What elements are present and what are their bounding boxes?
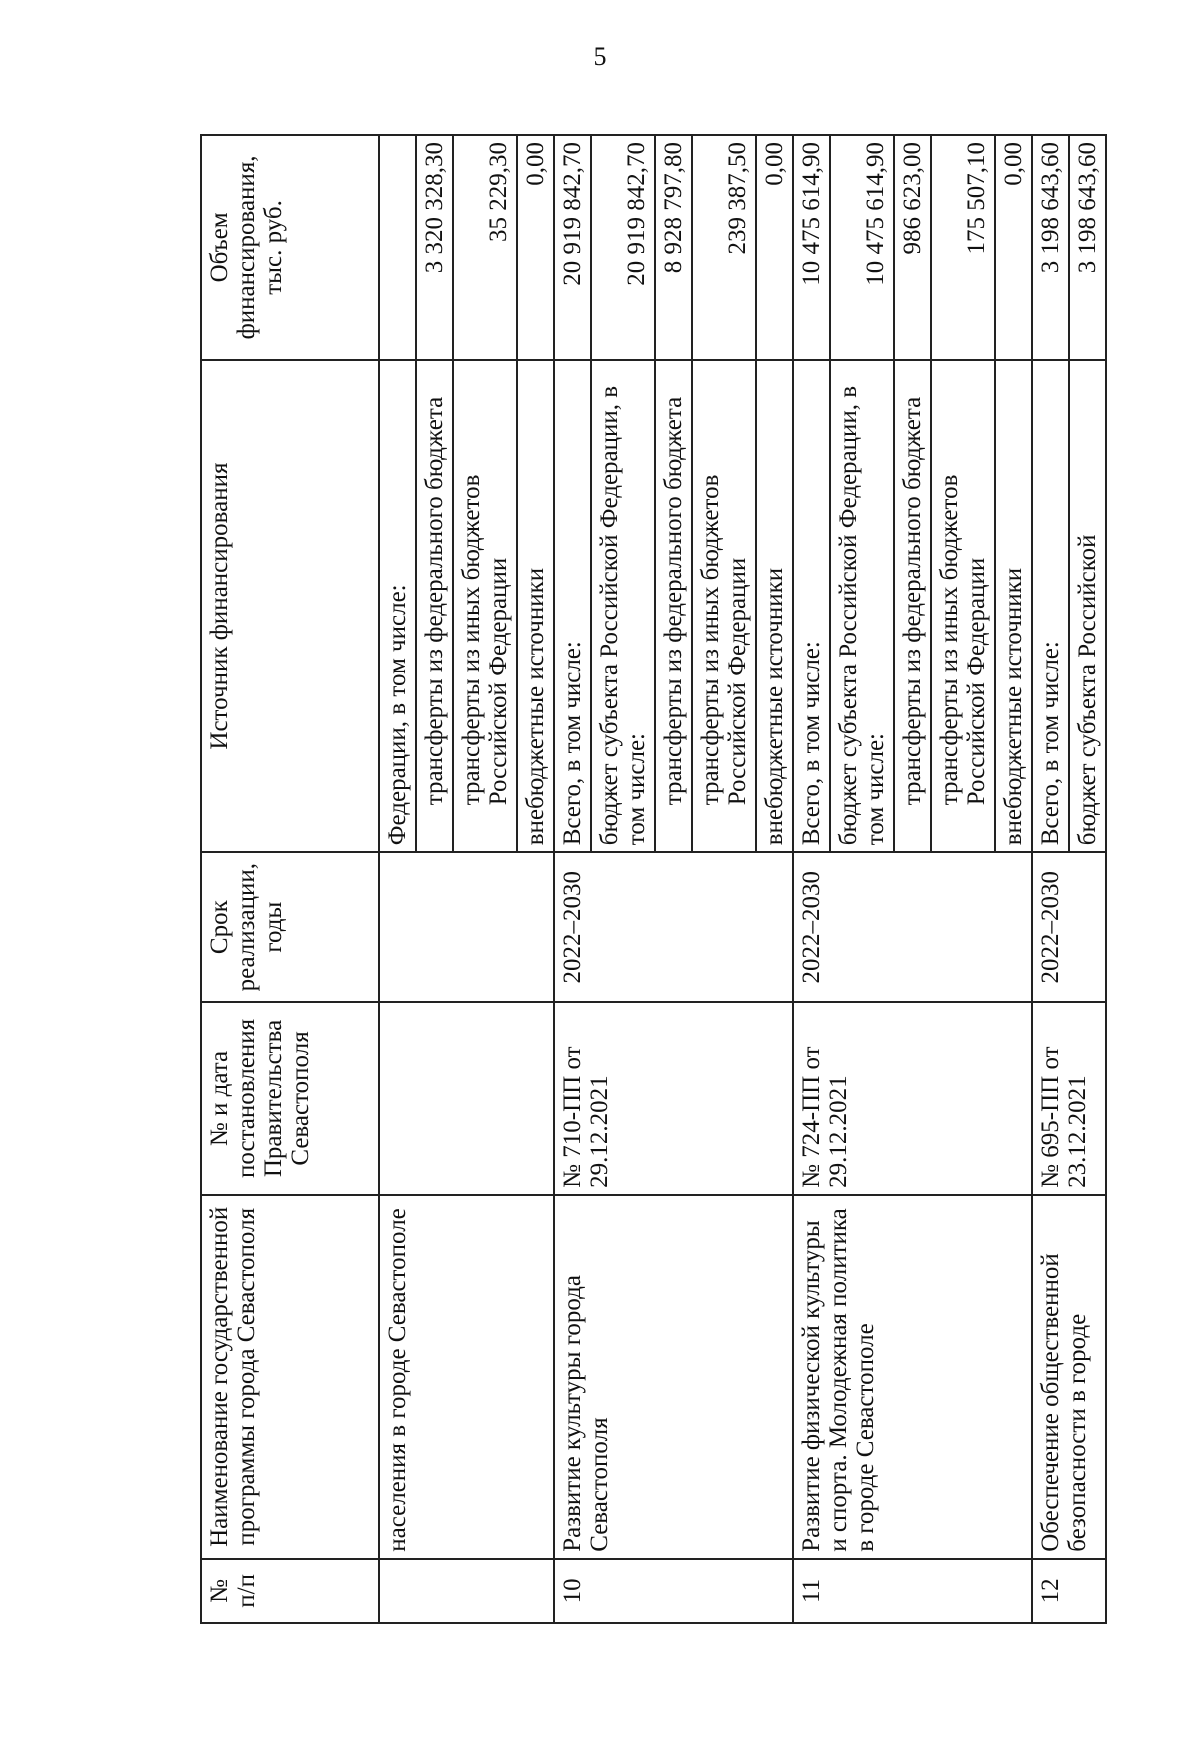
cell-name: Развитие культуры города Севастополя bbox=[554, 1195, 793, 1559]
cell-amount: 3 198 643,60 bbox=[1032, 135, 1069, 360]
header-source: Источник финансирования bbox=[201, 360, 379, 852]
cell-source: трансферты из федерального бюджета bbox=[655, 360, 692, 852]
cell-amount: 0,00 bbox=[517, 135, 554, 360]
header-term: Срок реализации, годы bbox=[201, 852, 379, 1002]
cell-amount: 239 387,50 bbox=[692, 135, 756, 360]
cell-term bbox=[379, 852, 554, 1002]
cell-amount: 3 320 328,30 bbox=[416, 135, 453, 360]
cell-amount bbox=[379, 135, 416, 360]
rotated-table-wrapper bbox=[200, 134, 1101, 1624]
cell-name: населения в городе Севастополе bbox=[379, 1195, 554, 1559]
table-row bbox=[554, 135, 591, 1623]
cell-source: внебюджетные источники bbox=[756, 360, 793, 852]
cell-num: 11 bbox=[793, 1559, 1032, 1623]
cell-source: Всего, в том числе: bbox=[1032, 360, 1069, 852]
cell-amount: 10 475 614,90 bbox=[830, 135, 894, 360]
cell-source: бюджет субъекта Российской bbox=[1069, 360, 1106, 852]
cell-num bbox=[379, 1559, 554, 1623]
cell-source: бюджет субъекта Российской Федерации, в том числе: bbox=[830, 360, 894, 852]
table-body bbox=[379, 135, 1106, 1623]
cell-term: 2022–2030 bbox=[1032, 852, 1106, 1002]
cell-term: 2022–2030 bbox=[554, 852, 793, 1002]
cell-source: трансферты из федерального бюджета bbox=[416, 360, 453, 852]
cell-amount: 8 928 797,80 bbox=[655, 135, 692, 360]
cell-source: бюджет субъекта Российской Федерации, в том числе: bbox=[591, 360, 655, 852]
header-name: Наименование государственной программы города Севастополя bbox=[201, 1195, 379, 1559]
cell-decree: № 695-ПП от 23.12.2021 bbox=[1032, 1002, 1106, 1195]
cell-decree: № 724-ПП от 29.12.2021 bbox=[793, 1002, 1032, 1195]
cell-amount: 10 475 614,90 bbox=[793, 135, 830, 360]
cell-name: Развитие физической культуры и спорта. Молодежная политика в городе Севастополе bbox=[793, 1195, 1032, 1559]
cell-amount: 20 919 842,70 bbox=[554, 135, 591, 360]
cell-amount: 175 507,10 bbox=[931, 135, 995, 360]
cell-amount: 986 623,00 bbox=[894, 135, 931, 360]
cell-amount: 20 919 842,70 bbox=[591, 135, 655, 360]
table-row bbox=[379, 135, 416, 1623]
cell-num: 10 bbox=[554, 1559, 793, 1623]
header-amount: Объем финансирования, тыс. руб. bbox=[201, 135, 379, 360]
cell-amount: 35 229,30 bbox=[453, 135, 517, 360]
header-decree: № и дата постановления Правительства Севастополя bbox=[201, 1002, 379, 1195]
cell-source: трансферты из иных бюджетов Российской Федерации bbox=[453, 360, 517, 852]
cell-source: трансферты из иных бюджетов Российской Федерации bbox=[692, 360, 756, 852]
cell-amount: 0,00 bbox=[756, 135, 793, 360]
cell-source: Всего, в том числе: bbox=[793, 360, 830, 852]
cell-amount: 0,00 bbox=[995, 135, 1032, 360]
cell-source: трансферты из иных бюджетов Российской Федерации bbox=[931, 360, 995, 852]
header-num: № п/п bbox=[201, 1559, 379, 1623]
table-row bbox=[793, 135, 830, 1623]
cell-source: внебюджетные источники bbox=[995, 360, 1032, 852]
financing-table bbox=[200, 134, 1107, 1624]
cell-decree: № 710-ПП от 29.12.2021 bbox=[554, 1002, 793, 1195]
table-row bbox=[1032, 135, 1069, 1623]
header-row bbox=[201, 135, 379, 1623]
cell-amount: 3 198 643,60 bbox=[1069, 135, 1106, 360]
cell-source: Федерации, в том числе: bbox=[379, 360, 416, 852]
cell-source: Всего, в том числе: bbox=[554, 360, 591, 852]
cell-name: Обеспечение общественной безопасности в городе bbox=[1032, 1195, 1106, 1559]
cell-source: трансферты из федерального бюджета bbox=[894, 360, 931, 852]
cell-num: 12 bbox=[1032, 1559, 1106, 1623]
cell-decree bbox=[379, 1002, 554, 1195]
cell-source: внебюджетные источники bbox=[517, 360, 554, 852]
page-number: 5 bbox=[593, 42, 607, 71]
cell-term: 2022–2030 bbox=[793, 852, 1032, 1002]
